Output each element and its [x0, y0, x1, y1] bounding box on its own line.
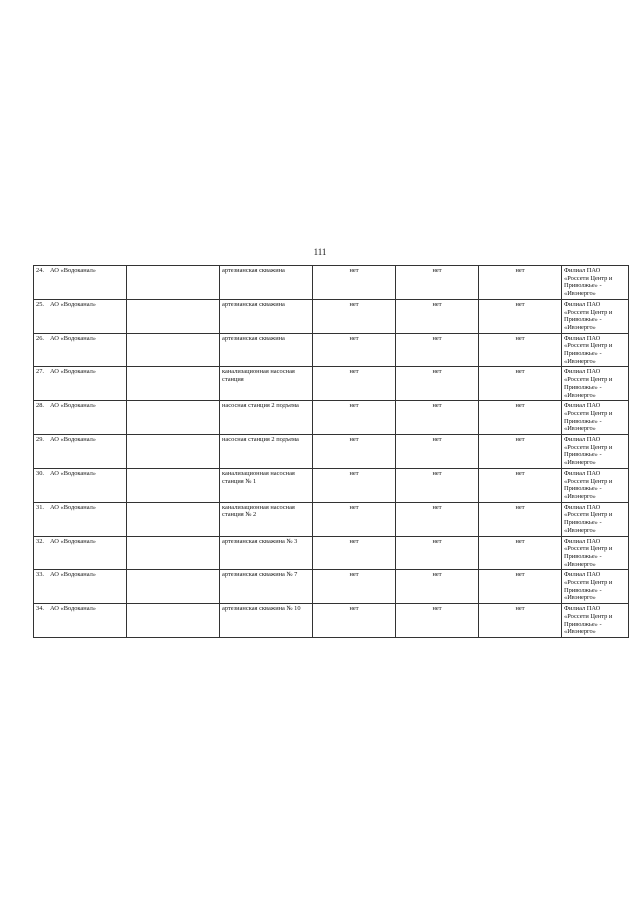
status-cell-1: нет [313, 468, 396, 502]
status-cell-3: нет [479, 604, 562, 638]
status-cell-1: нет [313, 367, 396, 401]
supplier-cell: Филиал ПАО «Россети Центр и Приволжье» - «Ивэнерго» [562, 502, 629, 536]
table-row [34, 401, 629, 435]
table-row [34, 570, 629, 604]
owner-cell [34, 266, 127, 300]
owner-name: АО «Водоканал» [50, 368, 96, 376]
status-cell-1: нет [313, 333, 396, 367]
table-row [34, 536, 629, 570]
row-number: 32. [36, 537, 44, 545]
status-cell-2: нет [396, 401, 479, 435]
status-cell-2: нет [396, 299, 479, 333]
object-cell: артезианская скважина [220, 299, 313, 333]
status-cell-2: нет [396, 570, 479, 604]
status-cell-2: нет [396, 266, 479, 300]
status-cell-3: нет [479, 299, 562, 333]
status-cell-1: нет [313, 435, 396, 469]
status-cell-2: нет [396, 468, 479, 502]
status-cell-1: нет [313, 570, 396, 604]
extra-cell [127, 266, 220, 300]
table-row [34, 604, 629, 638]
row-number: 31. [36, 503, 44, 511]
supplier-cell: Филиал ПАО «Россети Центр и Приволжье» - «Ивэнерго» [562, 435, 629, 469]
status-cell-1: нет [313, 502, 396, 536]
object-cell: артезианская скважина [220, 333, 313, 367]
owner-cell [34, 333, 127, 367]
status-cell-2: нет [396, 367, 479, 401]
object-cell: канализационная насосная станция № 1 [220, 468, 313, 502]
status-cell-2: нет [396, 536, 479, 570]
status-cell-3: нет [479, 401, 562, 435]
status-cell-3: нет [479, 570, 562, 604]
owner-name: АО «Водоканал» [50, 503, 96, 511]
object-cell: артезианская скважина № 7 [220, 570, 313, 604]
extra-cell [127, 299, 220, 333]
supplier-cell: Филиал ПАО «Россети Центр и Приволжье» - «Ивэнерго» [562, 299, 629, 333]
row-number: 27. [36, 368, 44, 376]
status-cell-2: нет [396, 502, 479, 536]
table-row [34, 502, 629, 536]
object-cell: артезианская скважина № 3 [220, 536, 313, 570]
owner-name: АО «Водоканал» [50, 267, 96, 274]
owner-cell [34, 570, 127, 604]
status-cell-3: нет [479, 502, 562, 536]
extra-cell [127, 570, 220, 604]
status-cell-1: нет [313, 536, 396, 570]
supplier-cell: Филиал ПАО «Россети Центр и Приволжье» - «Ивэнерго» [562, 468, 629, 502]
owner-cell [34, 435, 127, 469]
owner-cell [34, 299, 127, 333]
owner-name: АО «Водоканал» [50, 537, 96, 545]
table-row [34, 435, 629, 469]
row-number: 34. [36, 605, 44, 613]
supplier-cell: Филиал ПАО «Россети Центр и Приволжье» - «Ивэнерго» [562, 266, 629, 300]
object-cell: артезианская скважина [220, 266, 313, 300]
owner-name: АО «Водоканал» [50, 469, 96, 477]
extra-cell [127, 468, 220, 502]
owner-cell [34, 502, 127, 536]
extra-cell [127, 604, 220, 638]
supplier-cell: Филиал ПАО «Россети Центр и Приволжье» - «Ивэнерго» [562, 604, 629, 638]
status-cell-2: нет [396, 604, 479, 638]
owner-name: АО «Водоканал» [50, 605, 96, 613]
table-row [34, 333, 629, 367]
status-cell-1: нет [313, 266, 396, 300]
status-cell-1: нет [313, 604, 396, 638]
status-cell-3: нет [479, 333, 562, 367]
owner-name: АО «Водоканал» [50, 436, 96, 444]
table-body [34, 266, 629, 638]
status-cell-1: нет [313, 401, 396, 435]
owner-name: АО «Водоканал» [50, 300, 96, 308]
extra-cell [127, 333, 220, 367]
status-cell-3: нет [479, 266, 562, 300]
page-number: 111 [313, 247, 327, 257]
status-cell-3: нет [479, 536, 562, 570]
object-cell: насосная станция 2 подъема [220, 401, 313, 435]
status-cell-2: нет [396, 435, 479, 469]
object-cell: артезианская скважина № 10 [220, 604, 313, 638]
row-number: 26. [36, 334, 44, 342]
supplier-cell: Филиал ПАО «Россети Центр и Приволжье» - «Ивэнерго» [562, 570, 629, 604]
row-number: 25. [36, 300, 44, 308]
extra-cell [127, 401, 220, 435]
owner-name: АО «Водоканал» [50, 402, 96, 410]
table-row [34, 266, 629, 300]
status-cell-3: нет [479, 435, 562, 469]
row-number: 28. [36, 402, 44, 410]
supplier-cell: Филиал ПАО «Россети Центр и Приволжье» - «Ивэнерго» [562, 333, 629, 367]
supplier-cell: Филиал ПАО «Россети Центр и Приволжье» - «Ивэнерго» [562, 367, 629, 401]
facilities-table-container [33, 265, 613, 638]
owner-name: АО «Водоканал» [50, 334, 96, 342]
extra-cell [127, 502, 220, 536]
status-cell-1: нет [313, 299, 396, 333]
extra-cell [127, 367, 220, 401]
status-cell-2: нет [396, 333, 479, 367]
extra-cell [127, 435, 220, 469]
row-number: 29. [36, 436, 44, 444]
owner-cell [34, 536, 127, 570]
owner-cell [34, 367, 127, 401]
row-number: 33. [36, 571, 44, 579]
table-row [34, 367, 629, 401]
object-cell: канализационная насосная станция № 2 [220, 502, 313, 536]
facilities-table [33, 265, 629, 638]
status-cell-3: нет [479, 468, 562, 502]
table-row [34, 299, 629, 333]
owner-cell [34, 401, 127, 435]
owner-cell [34, 468, 127, 502]
supplier-cell: Филиал ПАО «Россети Центр и Приволжье» - «Ивэнерго» [562, 401, 629, 435]
status-cell-3: нет [479, 367, 562, 401]
table-row [34, 468, 629, 502]
object-cell: насосная станция 2 подъема [220, 435, 313, 469]
row-number: 24. [36, 267, 44, 274]
extra-cell [127, 536, 220, 570]
object-cell: канализационная насосная станция [220, 367, 313, 401]
row-number: 30. [36, 469, 44, 477]
owner-name: АО «Водоканал» [50, 571, 96, 579]
supplier-cell: Филиал ПАО «Россети Центр и Приволжье» - «Ивэнерго» [562, 536, 629, 570]
owner-cell [34, 604, 127, 638]
